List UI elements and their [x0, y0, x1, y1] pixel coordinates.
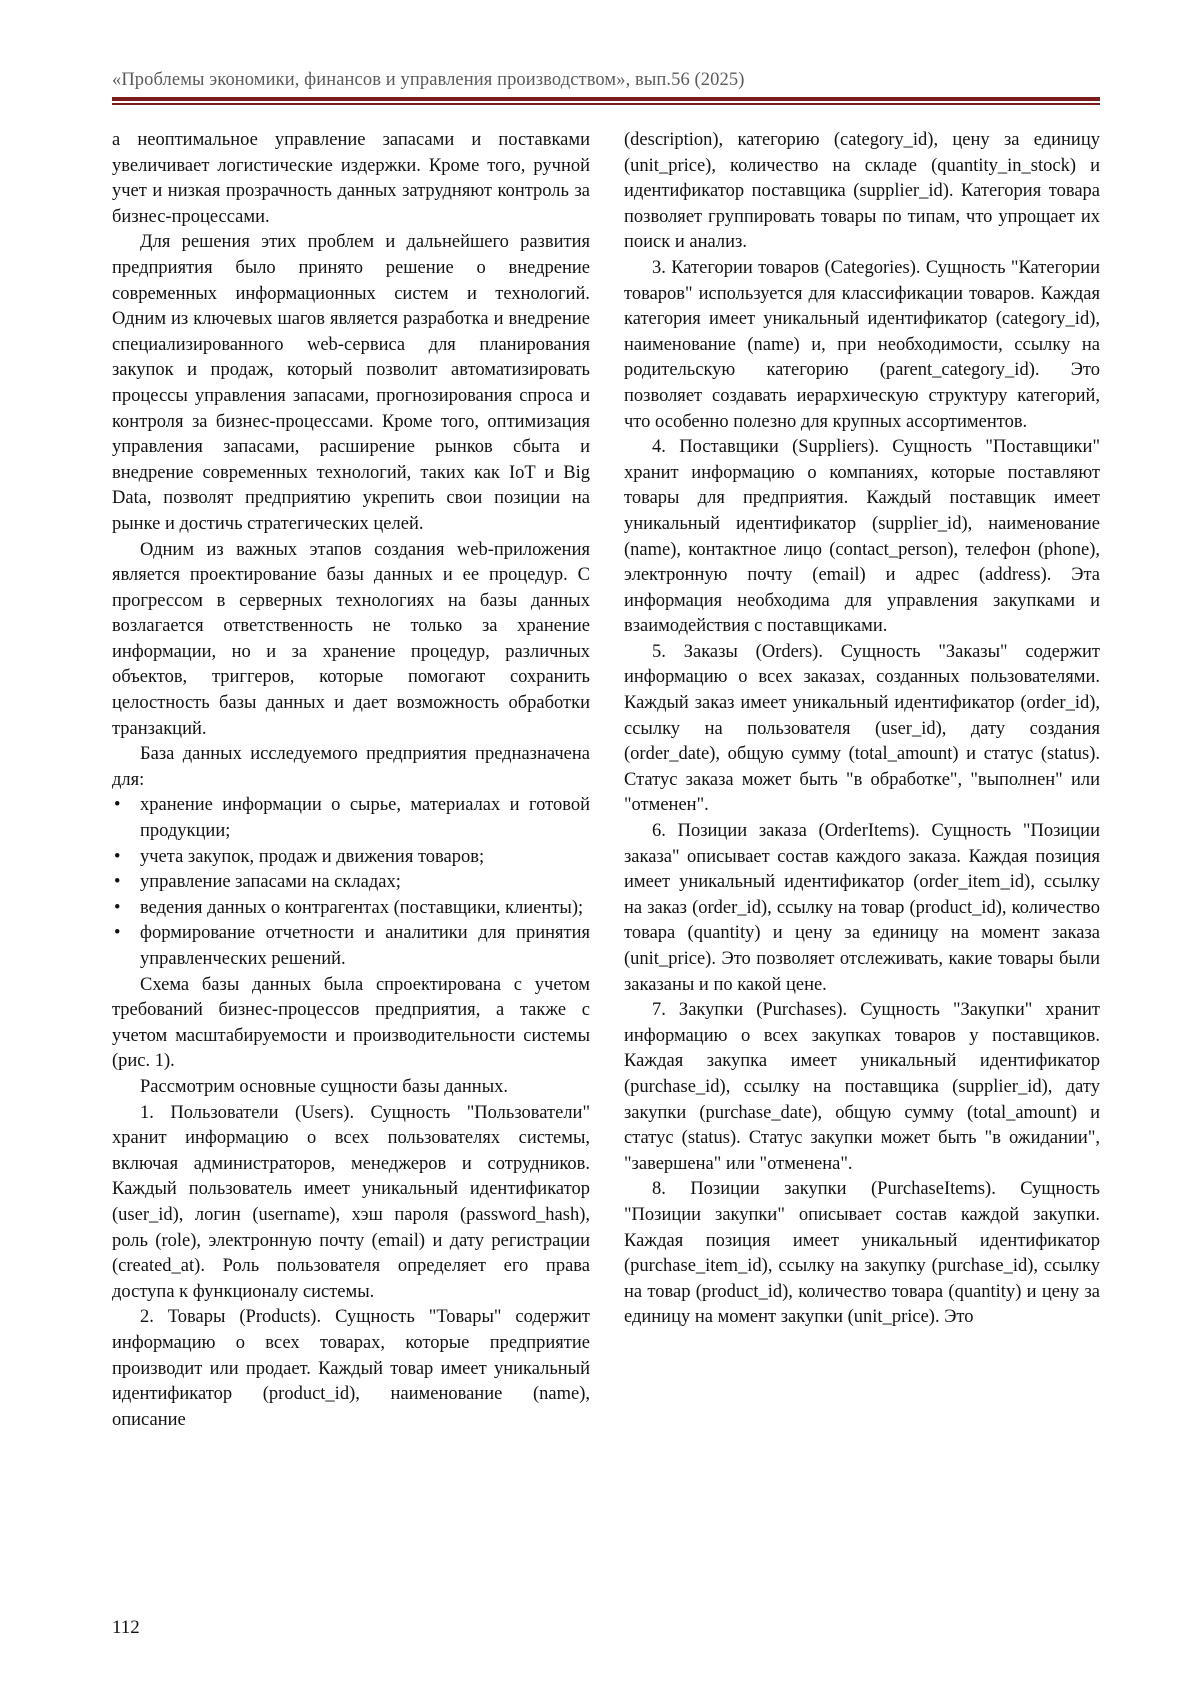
paragraph-categories: 3. Категории товаров (Categories). Сущность "Категории товаров" используется для классификации товаров. Каждая категория имеет уникальный идентификатор (category_id), наименование (name) и, при необходимости, ссылку на родительскую категорию (parent_category_id). Это позволяет создавать иерархическую структуру категорий, что особенно полезно для крупных ассортиментов. — [624, 257, 1100, 432]
running-header: «Проблемы экономики, финансов и управления производством», вып.56 (2025) — [112, 70, 745, 90]
header-rule-thin — [112, 103, 1100, 105]
paragraph-entities-intro: Рассмотрим основные сущности базы данных. — [140, 1076, 509, 1097]
paragraph-purchase-items: 8. Позиции закупки (PurchaseItems). Сущность "Позиции закупки" описывает состав каждой закупки. Каждая позиция имеет уникальный идентификатор (purchase_item_id), ссылку на закупку (purchase_id), ссылку на товар (product_id), количество товара (quantity) и цену за единицу на момент закупки (unit_price). Это — [624, 1179, 1100, 1328]
right-column — [624, 128, 1100, 1331]
db-purpose-list — [112, 793, 590, 972]
list-item: • управление запасами на складах; — [112, 870, 590, 896]
paragraph-purchases: 7. Закупки (Purchases). Сущность "Закупки" хранит информацию о всех закупках товаров у поставщиков. Каждая закупка имеет уникальный идентификатор (purchase_id), ссылку на поставщика (supplier_id), дату закупки (purchase_date), общую сумму (total_amount) и статус (status). Статус закупки может быть "в ожидании", "завершена" или "отменена". — [624, 1000, 1100, 1174]
header-rule-thick — [112, 97, 1100, 101]
left-column — [112, 128, 590, 1433]
paragraph-db-purpose: База данных исследуемого предприятия предназначена для: — [112, 744, 590, 790]
page-number: 112 — [112, 1617, 140, 1638]
paragraph-order-items: 6. Позиции заказа (OrderItems). Сущность "Позиции заказа" описывает состав каждого заказа. Каждая позиция имеет уникальный идентификатор (order_item_id), ссылку на заказ (order_id), ссылку на товар (product_id), количество товара (quantity) и цену за единицу на момент заказа (unit_price). Это позволяет отслеживать, какие товары были заказаны и по какой цене. — [624, 821, 1100, 995]
list-item: • учета закупок, продаж и движения товаров; — [112, 845, 590, 871]
paragraph-products: 2. Товары (Products). Сущность "Товары" содержит информацию о всех товарах, которые предприятие производит или продает. Каждый товар имеет уникальный идентификатор (product_id), наименование (name), описание — [112, 1307, 590, 1430]
paragraph-intro-continued: а неоптимальное управление запасами и поставками увеличивает логистические издержки. Кроме того, ручной учет и низкая прозрачность данных затрудняют контроль за бизнес-процессами. — [112, 130, 590, 227]
paragraph-orders: 5. Заказы (Orders). Сущность "Заказы" содержит информацию о всех заказах, созданных пользователями. Каждый заказ имеет уникальный идентификатор (order_id), ссылку на пользователя (user_id), дату создания (order_date), общую сумму (total_amount) и статус (status). Статус заказа может быть "в обработке", "выполнен" или "отменен". — [624, 641, 1100, 816]
paragraph-db-design: Одним из важных этапов создания web-приложения является проектирование базы данных и ее процедур. С прогрессом в серверных технологиях на базы данных возлагается ответственность не только за хранение информации, но и за хранение процедур, различных объектов, триггеров, которые помогают сохранить целостность базы данных и дает возможность обработки транзакций. — [112, 539, 590, 739]
paragraph-products-continued: (description), категорию (category_id), цену за единицу (unit_price), количество на складе (quantity_in_stock) и идентификатор поставщика (supplier_id). Категория товара позволяет группировать товары по типам, что упрощает их поиск и анализ. — [624, 130, 1100, 253]
paragraph-schema: Схема базы данных была спроектирована с учетом требований бизнес-процессов предприятия, а также с учетом масштабируемости и производительности системы (рис. 1). — [112, 974, 590, 1072]
list-item: • ведения данных о контрагентах (поставщики, клиенты); — [112, 896, 590, 922]
list-item: • хранение информации о сырье, материалах и готовой продукции; — [112, 793, 590, 844]
paragraph-solution: Для решения этих проблем и дальнейшего развития предприятия было принято решение о внедрение современных информационных систем и технологий. Одним из ключевых шагов является разработка и внедрение специализированного web-сервиса для планирования закупок и продаж, который позволит автоматизировать процессы управления запасами, прогнозирования спроса и контроля за бизнес-процессами. Кроме того, оптимизация управления запасами, расширение рынков сбыта и внедрение современных технологий, таких как IoT и Big Data, позволят предприятию укрепить свои позиции на рынке и достичь стратегических целей. — [112, 232, 590, 534]
paragraph-suppliers: 4. Поставщики (Suppliers). Сущность "Поставщики" хранит информацию о компаниях, которые поставляют товары для предприятия. Каждый поставщик имеет уникальный идентификатор (supplier_id), наименование (name), контактное лицо (contact_person), телефон (phone), электронную почту (email) и адрес (address). Эта информация необходима для управления закупками и взаимодействия с поставщиками. — [624, 437, 1100, 637]
paragraph-users: 1. Пользователи (Users). Сущность "Пользователи" хранит информацию о всех пользователях системы, включая администраторов, менеджеров и сотрудников. Каждый пользователь имеет уникальный идентификатор (user_id), логин (username), хэш пароля (password_hash), роль (role), электронную почту (email) и дату регистрации (created_at). Роль пользователя определяет его права доступа к функционалу системы. — [112, 1102, 590, 1302]
list-item: • формирование отчетности и аналитики для принятия управленческих решений. — [112, 921, 590, 972]
